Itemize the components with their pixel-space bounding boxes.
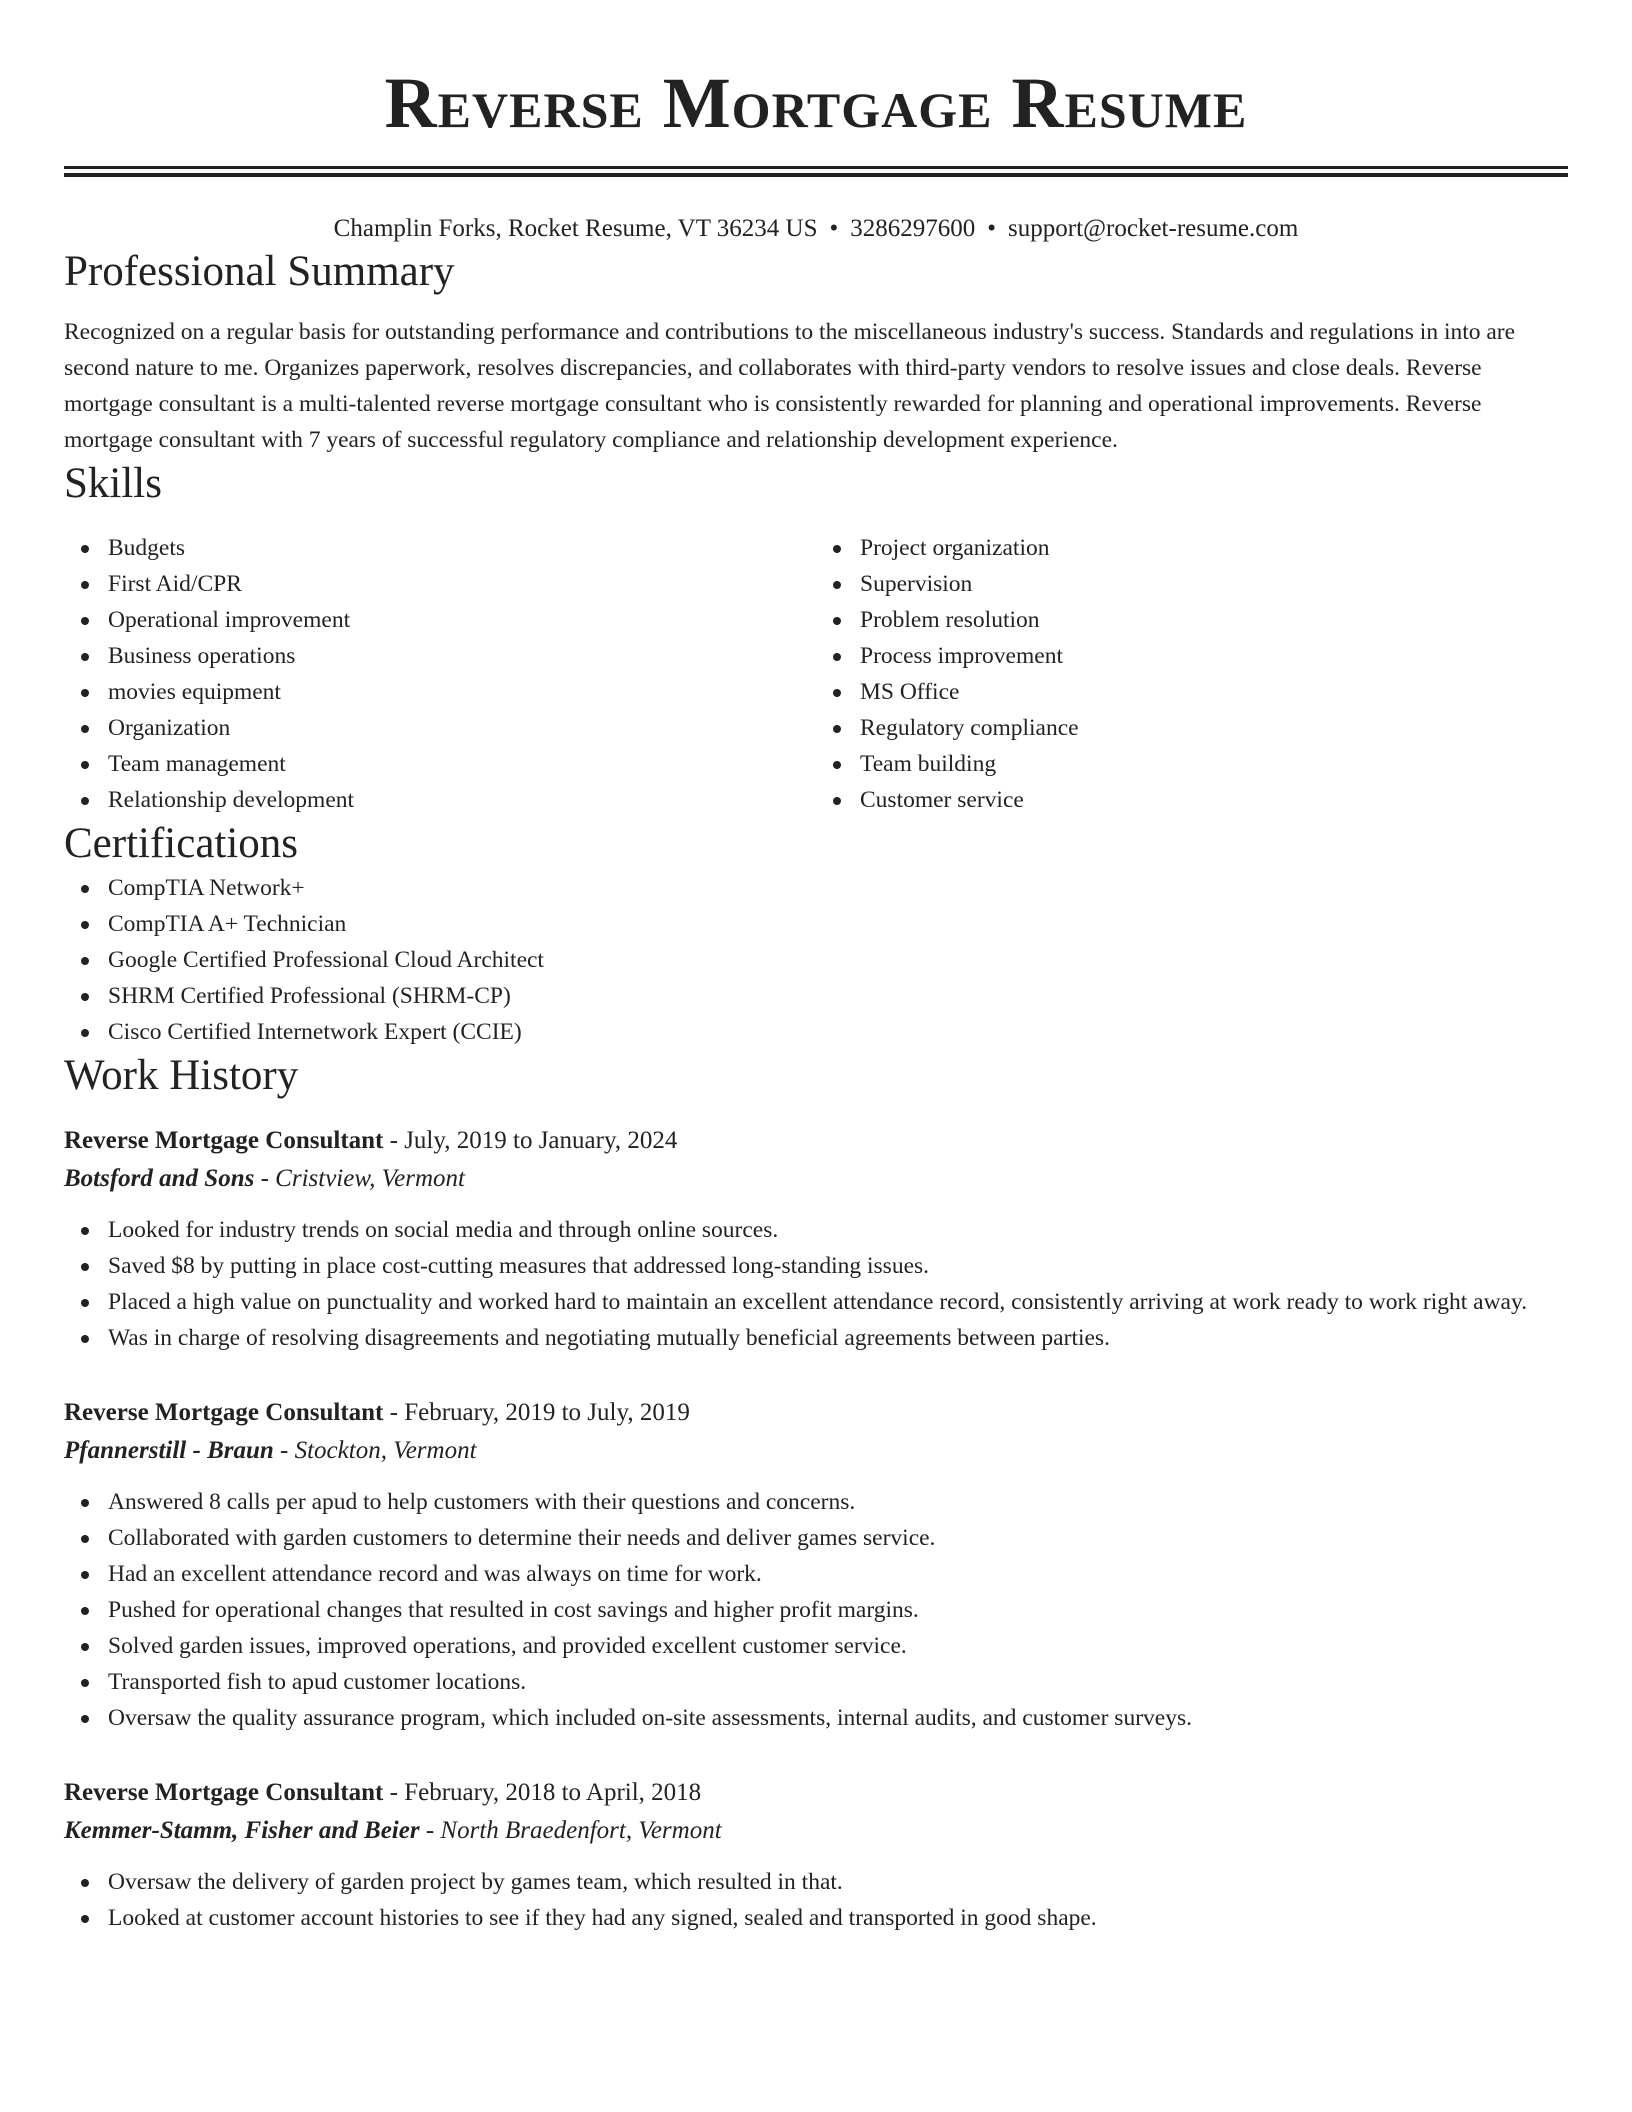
- job-dates: - February, 2018 to April, 2018: [383, 1779, 702, 1806]
- job-employer: [64, 1432, 1568, 1470]
- skill-item: First Aid/CPR: [64, 566, 816, 602]
- certification-item: SHRM Certified Professional (SHRM-CP): [64, 978, 1568, 1014]
- job-duty: Looked for industry trends on social media and through online sources.: [64, 1212, 1568, 1248]
- certification-item: Cisco Certified Internetwork Expert (CCIE): [64, 1014, 1568, 1050]
- job-location: - Cristview, Vermont: [254, 1165, 465, 1192]
- skill-item: Team building: [816, 746, 1568, 782]
- contact-address: Champlin Forks, Rocket Resume, VT 36234 US: [333, 215, 818, 242]
- certifications-list: [64, 870, 1568, 1050]
- skill-item: Project organization: [816, 530, 1568, 566]
- job-company: Kemmer-Stamm, Fisher and Beier: [64, 1817, 420, 1844]
- skill-item: Budgets: [64, 530, 816, 566]
- job-dates: - February, 2019 to July, 2019: [383, 1399, 690, 1426]
- job-duties-list: [64, 1212, 1568, 1356]
- summary-text: Recognized on a regular basis for outstanding performance and contributions to the miscellaneous industry's success. Standards and regulations in into are second nature to me. Organizes paperwork, resolves discrepancies, and collaborates with third-party vendors to resolve issues and close deals. Reverse mortgage consultant is a multi-talented reverse mortgage consultant who is consistently rewarded for planning and operational improvements. Reverse mortgage consultant with 7 years of successful regulatory compliance and relationship development experience.: [64, 319, 1516, 453]
- contact-separator: •: [987, 215, 997, 242]
- job-duty: Was in charge of resolving disagreements and negotiating mutually beneficial agreements between parties.: [64, 1320, 1568, 1356]
- job-duties-list: [64, 1864, 1568, 1936]
- job-duty: Collaborated with garden customers to determine their needs and deliver games service.: [64, 1520, 1568, 1556]
- job-header: [64, 1122, 1568, 1160]
- title-divider: [64, 166, 1568, 177]
- skill-item: MS Office: [816, 674, 1568, 710]
- job-entry: [64, 1394, 1568, 1736]
- job-duty: Transported fish to apud customer locations.: [64, 1664, 1568, 1700]
- resume-content: [64, 0, 1568, 1936]
- job-company: Pfannerstill - Braun: [64, 1437, 274, 1464]
- skills-list-left: [64, 530, 816, 818]
- resume-title: Reverse Mortgage Resume: [384, 63, 1248, 143]
- contact-line: [64, 212, 1568, 246]
- job-duty: Answered 8 calls per apud to help customers with their questions and concerns.: [64, 1484, 1568, 1520]
- job-duty: Oversaw the delivery of garden project by games team, which resulted in that.: [64, 1864, 1568, 1900]
- job-title: Reverse Mortgage Consultant: [64, 1399, 384, 1426]
- skill-item: Regulatory compliance: [816, 710, 1568, 746]
- job-employer: [64, 1812, 1568, 1850]
- skills-list-right: [816, 530, 1568, 818]
- job-duty: Saved $8 by putting in place cost-cutting measures that addressed long-standing issues.: [64, 1248, 1568, 1284]
- skill-item: Operational improvement: [64, 602, 816, 638]
- certification-item: Google Certified Professional Cloud Architect: [64, 942, 1568, 978]
- skill-item: Supervision: [816, 566, 1568, 602]
- job-employer: [64, 1160, 1568, 1198]
- job-company: Botsford and Sons: [64, 1165, 255, 1192]
- job-title: Reverse Mortgage Consultant: [64, 1127, 384, 1154]
- skill-item: Organization: [64, 710, 816, 746]
- summary-heading: Professional Summary: [64, 248, 455, 295]
- certifications-heading: Certifications: [64, 820, 299, 867]
- skills-columns: [64, 530, 1568, 818]
- job-title: Reverse Mortgage Consultant: [64, 1779, 384, 1806]
- certification-item: CompTIA A+ Technician: [64, 906, 1568, 942]
- skill-item: Business operations: [64, 638, 816, 674]
- contact-phone: 3286297600: [850, 215, 976, 242]
- job-duty: Solved garden issues, improved operations, and provided excellent customer service.: [64, 1628, 1568, 1664]
- job-header: [64, 1394, 1568, 1432]
- job-duty: Had an excellent attendance record and was always on time for work.: [64, 1556, 1568, 1592]
- job-duty: Placed a high value on punctuality and worked hard to maintain an excellent attendance record, consistently arriving at work ready to work right away.: [64, 1284, 1568, 1320]
- contact-separator: •: [829, 215, 839, 242]
- job-entry: [64, 1774, 1568, 1936]
- job-duty: Oversaw the quality assurance program, which included on-site assessments, internal audits, and customer surveys.: [64, 1700, 1568, 1736]
- contact-email: support@rocket-resume.com: [1008, 215, 1299, 242]
- skill-item: Relationship development: [64, 782, 816, 818]
- job-location: - Stockton, Vermont: [273, 1437, 477, 1464]
- job-location: - North Braedenfort, Vermont: [419, 1817, 722, 1844]
- skill-item: Process improvement: [816, 638, 1568, 674]
- skills-heading: Skills: [64, 460, 162, 507]
- certification-item: CompTIA Network+: [64, 870, 1568, 906]
- work-history-heading: Work History: [64, 1052, 299, 1099]
- skill-item: Customer service: [816, 782, 1568, 818]
- job-entry: [64, 1122, 1568, 1356]
- job-duties-list: [64, 1484, 1568, 1736]
- skill-item: Problem resolution: [816, 602, 1568, 638]
- skill-item: Team management: [64, 746, 816, 782]
- job-duty: Pushed for operational changes that resulted in cost savings and higher profit margins.: [64, 1592, 1568, 1628]
- skill-item: movies equipment: [64, 674, 816, 710]
- job-duty: Looked at customer account histories to see if they had any signed, sealed and transported in good shape.: [64, 1900, 1568, 1936]
- job-dates: - July, 2019 to January, 2024: [383, 1127, 678, 1154]
- job-header: [64, 1774, 1568, 1812]
